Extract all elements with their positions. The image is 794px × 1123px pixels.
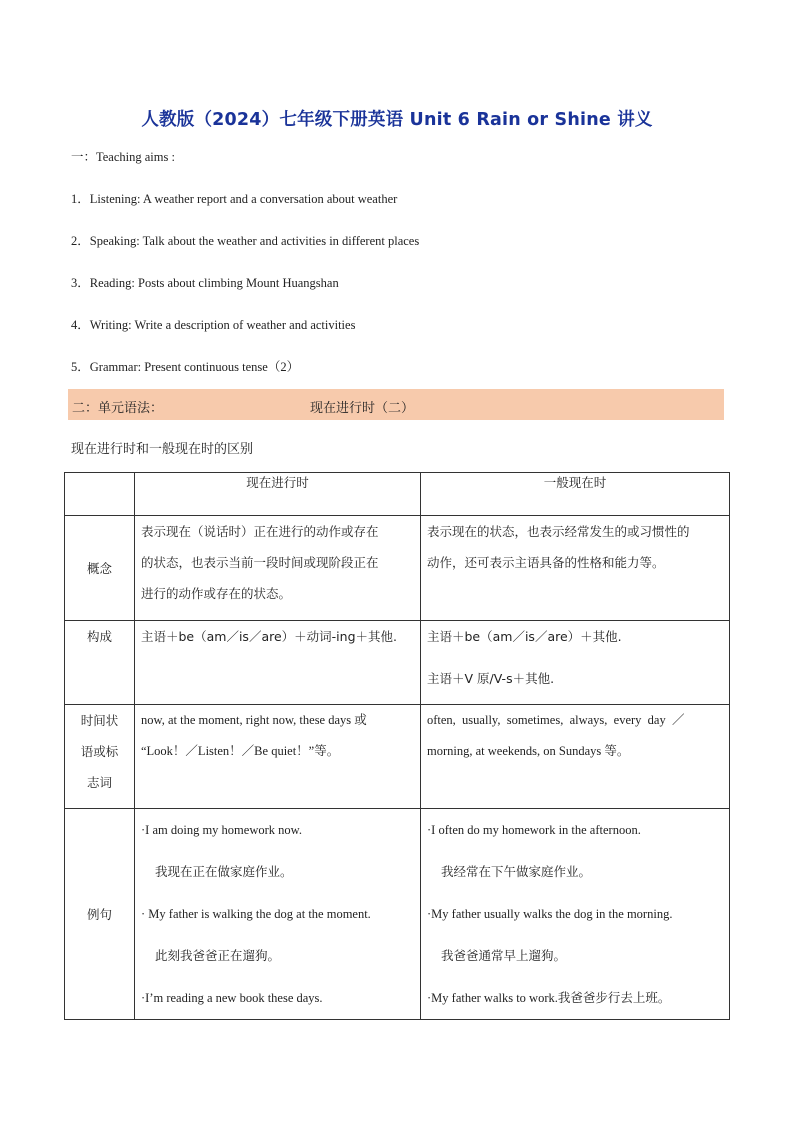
markers-continuous-line: now, at the moment, right now, these days 或 xyxy=(141,713,367,727)
header-empty-cell xyxy=(65,473,135,516)
examples-continuous-cell xyxy=(135,809,421,1020)
example-sentence: ·I often do my homework in the afternoon. xyxy=(427,823,641,837)
aim-item-4: 4．Writing: Write a description of weather and activities xyxy=(71,318,356,332)
grammar-section-band xyxy=(68,389,724,420)
structure-continuous-cell xyxy=(135,621,421,705)
concept-simple-cell xyxy=(421,516,730,621)
table-header-row xyxy=(65,473,730,516)
concept-simple-line: 动作，还可表示主语具备的性格和能力等。 xyxy=(427,555,665,570)
markers-continuous-cell xyxy=(135,705,421,809)
example-sentence: ·My father usually walks the dog in the morning. xyxy=(427,907,673,921)
row-label-concept: 概念 xyxy=(65,516,135,621)
header-simple-present: 一般现在时 xyxy=(421,473,730,516)
example-translation: 我经常在下午做家庭作业。 xyxy=(441,864,592,879)
row-label-structure xyxy=(65,621,135,705)
header-present-continuous: 现在进行时 xyxy=(135,473,421,516)
table-row-time-markers xyxy=(65,705,730,809)
structure-simple-cell xyxy=(421,621,730,705)
document-title: 人教版（2024）七年级下册英语 Unit 6 Rain or Shine 讲义 xyxy=(141,110,653,130)
concept-continuous-line: 表示现在（说话时）正在进行的动作或存在 xyxy=(141,524,379,539)
example-translation: 我爸爸通常早上遛狗。 xyxy=(441,948,567,963)
table-row-structure xyxy=(65,621,730,705)
example-sentence: ·My father walks to work.我爸爸步行去上班。 xyxy=(427,991,671,1005)
examples-simple-cell xyxy=(421,809,730,1020)
row-label-structure-text: 构成 xyxy=(86,629,112,644)
grammar-section-label: 二：单元语法： xyxy=(72,401,164,416)
example-translation: 此刻我爸爸正在遛狗。 xyxy=(155,948,281,963)
aim-item-3: 3．Reading: Posts about climbing Mount Huangshan xyxy=(71,276,339,290)
grammar-section-topic: 现在进行时（二） xyxy=(310,401,415,416)
table-row-examples xyxy=(65,809,730,1020)
concept-continuous-cell xyxy=(135,516,421,621)
table-row-concept xyxy=(65,516,730,621)
tense-comparison-table xyxy=(64,472,730,1020)
structure-simple-line: 主语＋be（am／is／are）＋其他. xyxy=(427,629,622,644)
example-sentence: ·I’m reading a new book these days. xyxy=(141,991,323,1005)
concept-continuous-line: 的状态，也表示当前一段时间或现阶段正在 xyxy=(141,555,379,570)
example-sentence: ·I am doing my homework now. xyxy=(141,823,302,837)
markers-continuous-line: “Look！／Listen！／Be quiet！”等。 xyxy=(141,744,340,758)
structure-simple-line: 主语＋V 原/V-s＋其他. xyxy=(427,671,555,686)
row-label-time-markers xyxy=(65,705,135,809)
example-sentence: · My father is walking the dog at the moment. xyxy=(141,907,371,921)
row-label-line: 志词 xyxy=(86,775,112,790)
row-label-line: 时间状 xyxy=(80,713,119,728)
markers-simple-cell xyxy=(421,705,730,809)
row-label-examples: 例句 xyxy=(65,809,135,1020)
structure-continuous-line: 主语＋be（am／is／are）＋动词-ing＋其他. xyxy=(141,629,397,644)
concept-simple-line: 表示现在的状态，也表示经常发生的或习惯性的 xyxy=(427,524,690,539)
concept-continuous-line: 进行的动作或存在的状态。 xyxy=(141,586,292,601)
aim-item-2: 2．Speaking: Talk about the weather and activities in different places xyxy=(71,234,420,248)
comparison-subheading: 现在进行时和一般现在时的区别 xyxy=(71,442,254,457)
aims-heading: 一：Teaching aims : xyxy=(71,150,175,164)
markers-simple-line: morning, at weekends, on Sundays 等。 xyxy=(427,744,630,758)
example-translation: 我现在正在做家庭作业。 xyxy=(155,864,293,879)
aim-item-5: 5．Grammar: Present continuous tense（2） xyxy=(71,360,300,374)
aim-item-1: 1．Listening: A weather report and a conversation about weather xyxy=(71,192,398,206)
row-label-line: 语或标 xyxy=(80,744,119,759)
markers-simple-line: often, usually, sometimes, always, every day ／ xyxy=(427,713,685,727)
